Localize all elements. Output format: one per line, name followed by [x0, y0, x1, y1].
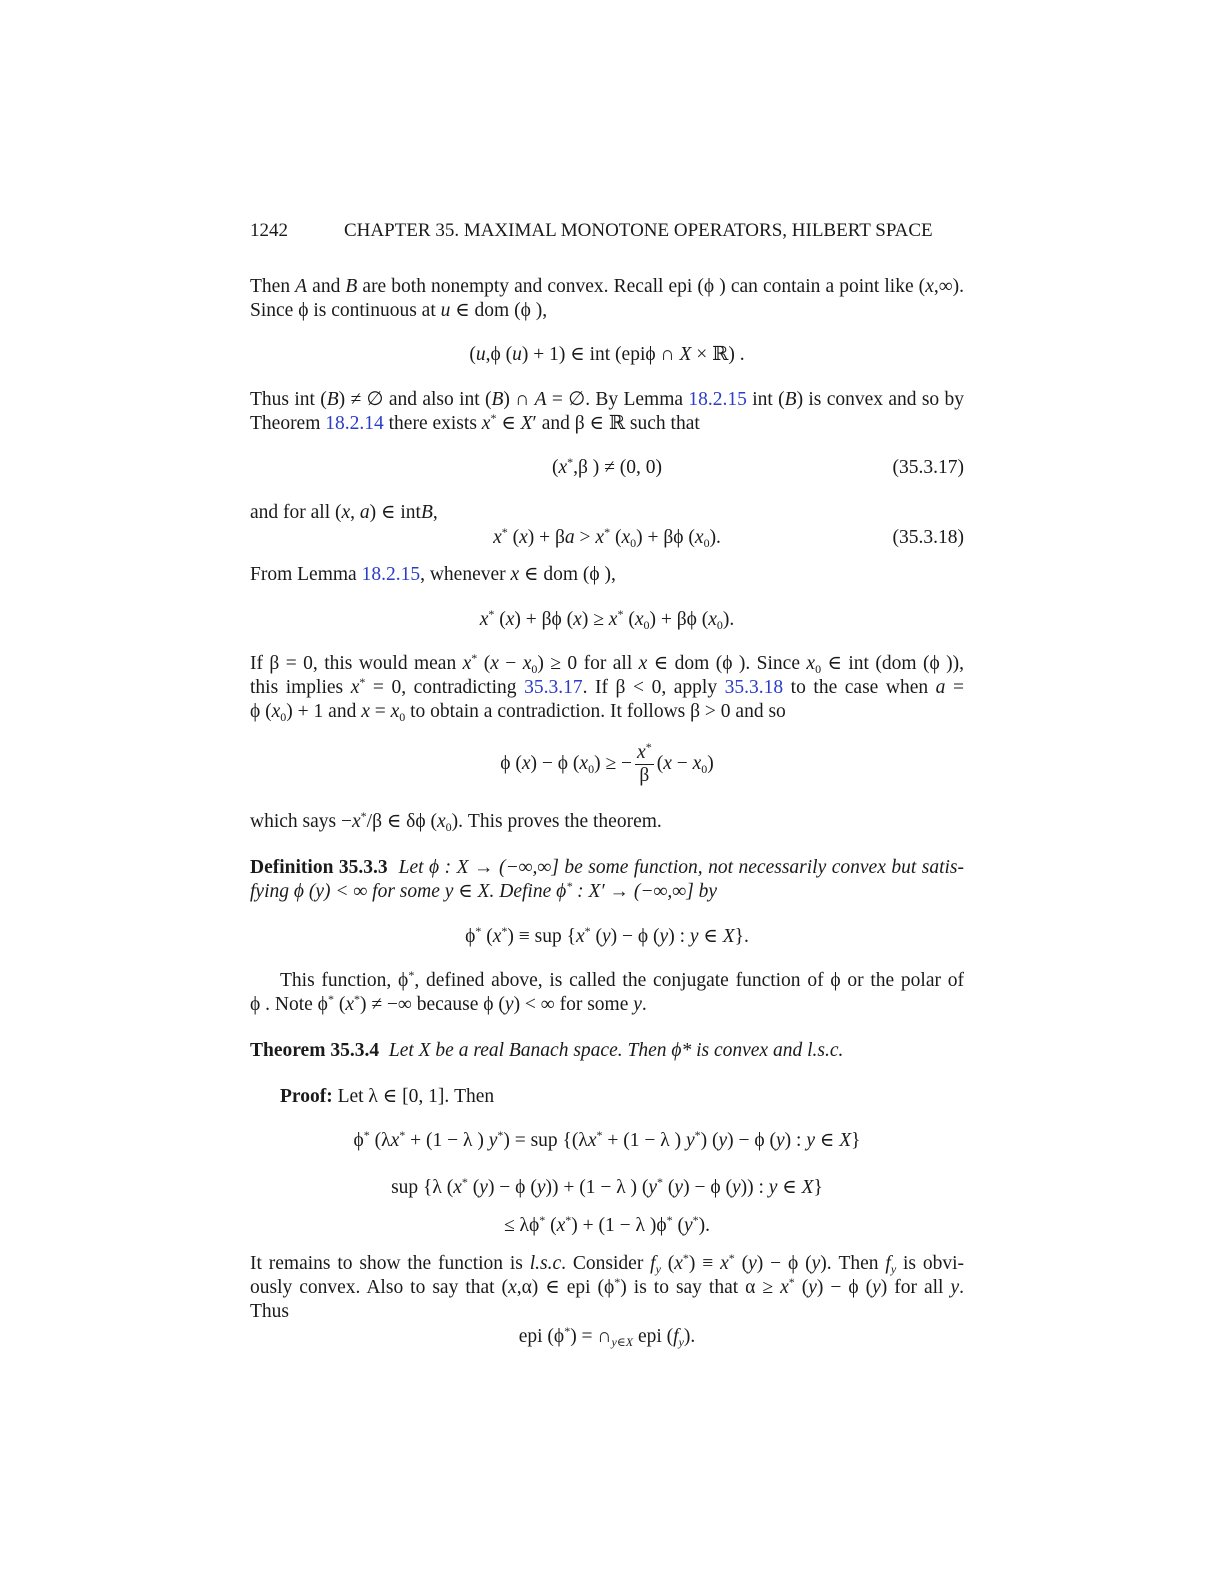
text-line: Proof: Let λ ∈ [0, 1]. Then [280, 1086, 495, 1107]
text-line: Then A and B are both nonempty and convex. Recall epi (ϕ ) can contain a point like (x,∞). [250, 276, 964, 297]
display-equation: sup {λ (x* (y) − ϕ (y)) + (1 − λ ) (y* (y) − ϕ (y)) : y ∈ X} [391, 1175, 823, 1198]
text-line: Since ϕ is continuous at u ∈ dom (ϕ ), [250, 300, 548, 321]
text-line: ously convex. Also to say that (x,α) ∈ epi (ϕ*) is to say that α ≥ x* (y) − ϕ (y) for all y. [250, 1275, 964, 1298]
display-equation: (x*,β ) ≠ (0, 0) (35.3.17) [551, 455, 964, 478]
page-number: 1242 [250, 220, 288, 241]
text-line: This function, ϕ*, defined above, is called the conjugate function of ϕ or the polar of [280, 968, 964, 991]
equation-link[interactable]: 35.3.17 [524, 677, 583, 698]
lemma-link[interactable]: 18.2.15 [361, 564, 421, 585]
text-line: It remains to show the function is l.s.c. Consider $f_y$ (x*) ≡ x* (y) − ϕ (y). Then $f_y$ is obvi- [250, 1251, 965, 1276]
definition-line: fying ϕ (y) < ∞ for some y ∈ X. Define ϕ* : X′ → (−∞,∞] by [250, 879, 718, 902]
theorem-line [250, 1039, 964, 1063]
display-equation: ϕ* (x*) ≡ sup {x* (y) − ϕ (y) : y ∈ X}. [465, 924, 749, 947]
definition-line: Definition 35.3.3 Let ϕ : X → (−∞,∞] be some function, not necessarily convex but satis- [250, 857, 964, 878]
display-equation: (u,ϕ (u) + 1) ∈ int (epiϕ ∩ X × ℝ) . [469, 344, 745, 365]
text-line: which says −x*/β ∈ δϕ $(x_0)$. This proves the theorem. [250, 809, 662, 834]
text-line: If β = 0, this would mean x* $(x - x_0) \ge 0$ for all x ∈ dom (ϕ ). Since $x_0$ ∈ int (dom (ϕ )), [250, 651, 964, 676]
definition-label: Definition 35.3.3 [250, 857, 388, 878]
fraction: $\frac{x^*}{\beta}$ [637, 740, 652, 787]
text-line: and for all (x, a) ∈ intB, [250, 502, 438, 523]
text-line: ϕ $(x_0) + 1$ and $x = x_0$ to obtain a contradiction. It follows β > 0 and so [250, 701, 786, 724]
display-equation: x* (x) + βϕ (x) ≥ x* $(x_0) + \beta\phi$ $(x_0)$. [479, 607, 735, 632]
theorem-statement: Let X be a real Banach space. Then ϕ* is convex and l.s.c. [388, 1040, 844, 1061]
proof-label: Proof: [280, 1086, 333, 1107]
text-line: From Lemma 18.2.15, whenever x ∈ dom (ϕ ), [250, 564, 616, 585]
display-equation: ϕ (x) − ϕ $(x_0)$ ≥ − $\frac{x^*}{\beta}$ $(x - x_0)$ [500, 740, 714, 787]
theorem-label: Theorem 35.3.4 [250, 1040, 380, 1061]
text-line: Theorem 18.2.14 there exists x* ∈ X′ and β ∈ ℝ such that [250, 411, 700, 434]
display-equation: x* (x) + βa > x* $(x_0) + \beta\phi$ $(x_0)$. (35.3.18) [493, 525, 964, 550]
text-line: ϕ . Note ϕ* (x*) ≠ −∞ because ϕ (y) < ∞ for some y. [250, 992, 647, 1015]
lemma-link[interactable]: 18.2.15 [688, 389, 747, 410]
display-equation: ≤ λϕ* (x*) + (1 − λ )ϕ* (y*). [503, 1213, 711, 1236]
text-line: Thus int (B) ≠ ∅ and also int (B) ∩ A = ∅. By Lemma 18.2.15 int (B) is convex and so by [250, 389, 965, 410]
display-equation: ϕ* (λx* + (1 − λ ) y*) = sup {(λx* + (1 − λ ) y*) (y) − ϕ (y) : y ∈ X} [353, 1128, 861, 1151]
equation-number: (35.3.17) [892, 457, 964, 478]
display-equation: epi $(\phi^*) = \cap_{y\in X}$ epi $(f_y)$. [518, 1324, 696, 1349]
text-line: Thus [250, 1301, 289, 1322]
equation-link[interactable]: 35.3.18 [724, 677, 784, 698]
chapter-title: CHAPTER 35. MAXIMAL MONOTONE OPERATORS, HILBERT SPACE [344, 220, 933, 241]
text-line: this implies x* = 0, contradicting 35.3.17. If β < 0, apply 35.3.18 to the case when a = [250, 675, 964, 698]
equation-number: (35.3.18) [892, 527, 964, 548]
theorem-link[interactable]: 18.2.14 [325, 413, 384, 434]
